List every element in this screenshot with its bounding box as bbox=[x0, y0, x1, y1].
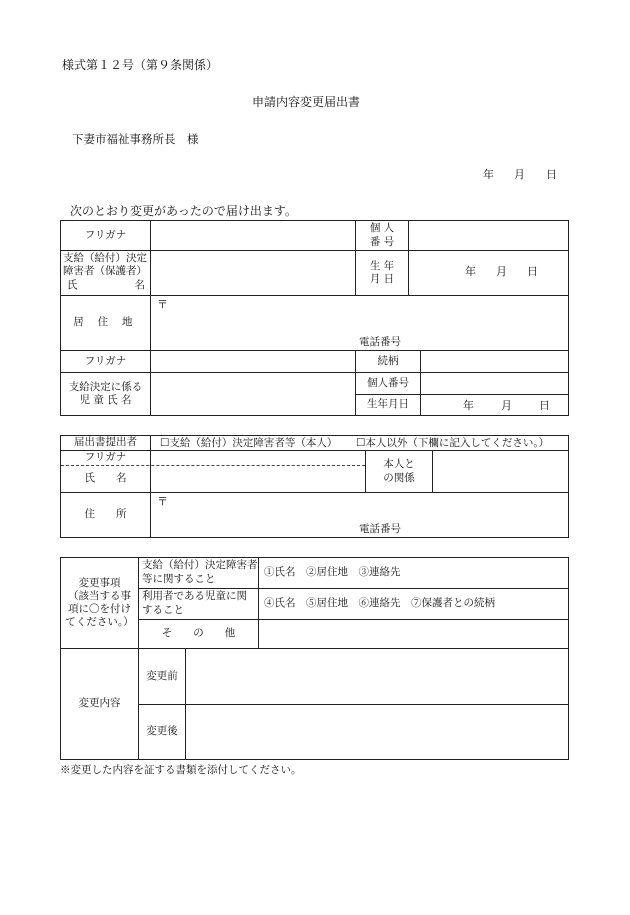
footnote: ※変更した内容を証する書類を添付してください。 bbox=[60, 764, 302, 776]
child-name-field[interactable] bbox=[151, 373, 355, 415]
submitter-furigana-field[interactable] bbox=[151, 451, 365, 465]
date-month-label: 月 bbox=[514, 168, 525, 181]
applicant-furigana-field[interactable] bbox=[151, 221, 355, 250]
change-items-label: 変更事項 （該当する事 項に〇を付け てください。） bbox=[65, 576, 134, 629]
child-birth-label: 生年月日 bbox=[367, 398, 409, 411]
change-after-field[interactable] bbox=[186, 705, 568, 759]
form-number: 様式第１２号（第９条関係） bbox=[62, 58, 219, 72]
change-cat1-label: 支給（給付）決定障害者 等に関すること bbox=[142, 559, 258, 585]
change-content-label: 変更内容 bbox=[78, 697, 121, 710]
submitter-label: 届出書提出者 bbox=[74, 436, 137, 449]
applicant-address-field[interactable]: 〒 電話番号 bbox=[157, 298, 401, 348]
child-kojin-label: 個人番号 bbox=[367, 376, 409, 389]
submitter-option-self[interactable]: ☐支給（給付）決定障害者等（本人） bbox=[160, 437, 338, 449]
child-furigana-field[interactable] bbox=[151, 351, 355, 372]
change-cat2-options[interactable]: ④氏名 ⑤居住地 ⑥連絡先 ⑦保護者との続柄 bbox=[264, 597, 495, 610]
applicant-kojin-label: 個 人 番 号 bbox=[369, 222, 395, 248]
child-relation-field[interactable] bbox=[421, 351, 568, 372]
date-day-label: 日 bbox=[546, 168, 557, 181]
change-cat2-label: 利用者である児童に関 すること bbox=[142, 590, 247, 616]
change-other-field[interactable] bbox=[259, 620, 568, 648]
submitter-address-field[interactable]: 〒 電話番号 bbox=[157, 495, 401, 535]
child-furigana-label: フリガナ bbox=[84, 354, 127, 367]
addressee: 下妻市福祉事務所長 様 bbox=[72, 132, 199, 146]
applicant-birth-field[interactable]: 年 月 日 bbox=[465, 265, 538, 278]
submitter-name-label: 氏 名 bbox=[84, 472, 127, 485]
applicant-address-label: 居 住 地 bbox=[73, 316, 138, 329]
child-kojin-field[interactable] bbox=[421, 373, 568, 394]
change-before-label: 変更前 bbox=[146, 669, 178, 682]
applicant-kojin-field[interactable] bbox=[409, 221, 568, 250]
date-year-label: 年 bbox=[483, 168, 494, 181]
applicant-name-field[interactable] bbox=[151, 251, 355, 295]
submitter-option-other[interactable]: ☐本人以外（下欄に記入してください。） bbox=[356, 437, 550, 449]
submitter-relation-field[interactable] bbox=[433, 451, 568, 492]
change-cat1-options[interactable]: ①氏名 ②居住地 ③連絡先 bbox=[264, 566, 401, 579]
submitter-address-label: 住 所 bbox=[84, 508, 127, 521]
child-relation-label: 続柄 bbox=[377, 354, 399, 367]
child-birth-field[interactable]: 年 月 日 bbox=[463, 399, 550, 412]
applicant-name-label: 支給（給付）決定 障害者（保護者） 氏 名 bbox=[63, 252, 147, 291]
form-title: 申請内容変更届出書 bbox=[252, 95, 361, 109]
submitter-name-field[interactable] bbox=[151, 466, 365, 492]
intro-text: 次のとおり変更があったので届け出ます。 bbox=[70, 204, 297, 218]
applicant-birth-label: 生 年 月 日 bbox=[369, 259, 395, 285]
change-other-label: そ の 他 bbox=[161, 627, 236, 640]
child-name-label: 支給決定に係る 児 童 氏 名 bbox=[68, 380, 143, 406]
submitter-relation-label: 本人と の関係 bbox=[383, 458, 415, 484]
change-before-field[interactable] bbox=[186, 649, 568, 704]
change-after-label: 変更後 bbox=[146, 725, 178, 738]
applicant-furigana-label: フリガナ bbox=[84, 228, 127, 241]
submitter-furigana-label: フリガナ bbox=[84, 451, 127, 464]
